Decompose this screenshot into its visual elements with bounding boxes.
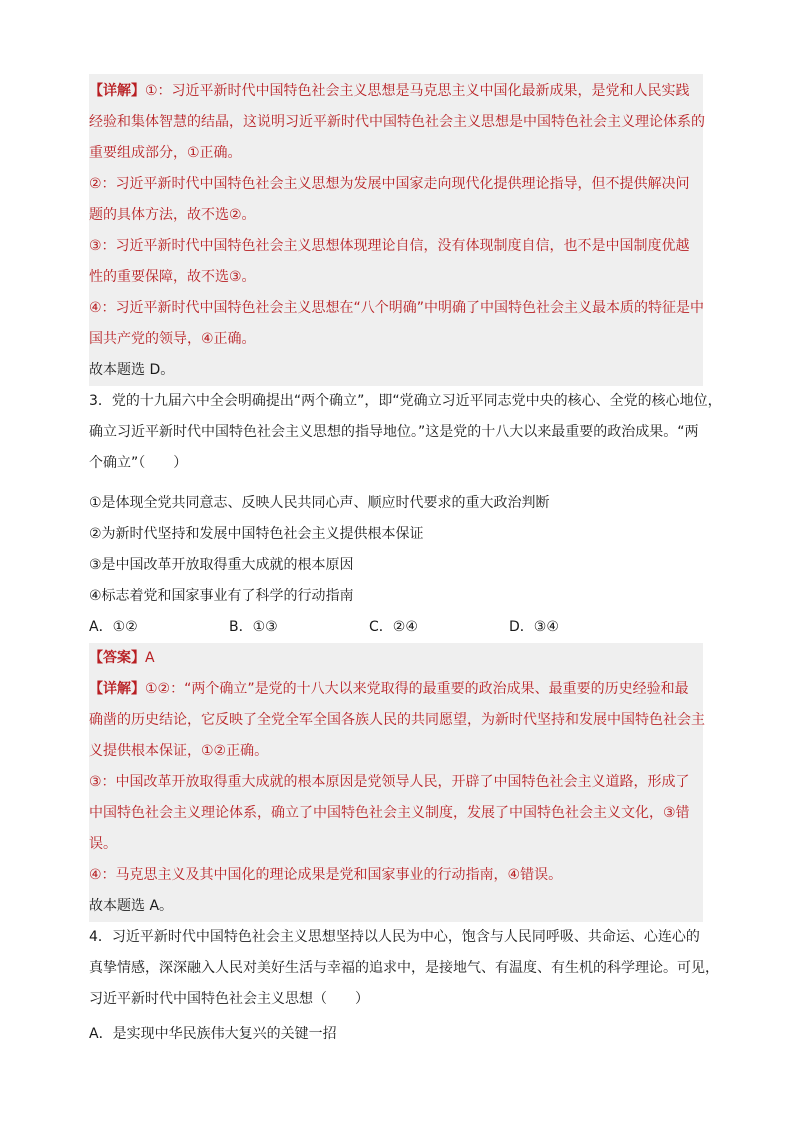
conclusion-line: 故本题选 A。 <box>89 898 174 914</box>
statement-item: ①是体现全党共同意志、反映人民共同心声、顺应时代要求的重大政治判断 <box>89 495 550 511</box>
explanation-line: 重要组成部分，①正确。 <box>89 145 242 161</box>
explanation-line: 经验和集体智慧的结晶，这说明习近平新时代中国特色社会主义思想是中国特色社会主义理论体系的 <box>89 114 705 130</box>
explanation-line: 中国特色社会主义理论体系，确立了中国特色社会主义制度，发展了中国特色社会主义文化，③错 <box>89 805 690 821</box>
option-c: C．②④ <box>369 619 418 635</box>
explanation-line: 【详解】①：习近平新时代中国特色社会主义思想是马克思主义中国化最新成果，是党和人民实践 <box>89 83 690 99</box>
explanation-line: 义提供根本保证，①②正确。 <box>89 743 269 759</box>
explanation-line: 题的具体方法，故不选②。 <box>89 207 256 223</box>
detail-tag: 【详解】 <box>89 681 145 697</box>
explanation-block-q2 <box>89 74 703 386</box>
answer-options <box>89 612 703 643</box>
answer-value: A <box>145 650 155 666</box>
detail-tag: 【详解】 <box>89 83 145 99</box>
option-d: D．③④ <box>509 619 559 635</box>
explanation-line: 性的重要保障，故不选③。 <box>89 269 256 285</box>
explanation-line: 误。 <box>89 836 117 852</box>
explanation-line: 【详解】①②：“两个确立”是党的十八大以来党取得的最重要的政治成果、最重要的历史经验和最 <box>89 681 689 697</box>
option-b: B．①③ <box>229 619 278 635</box>
conclusion-line: 故本题选 D。 <box>89 362 175 378</box>
explanation-block-q3 <box>89 643 703 922</box>
question-stem-line: 3．党的十九届六中全会明确提出“两个确立”，即“党确立习近平同志党中央的核心、全党的核心地位， <box>89 393 722 409</box>
question-stem-line: 习近平新时代中国特色社会主义思想（ ） <box>89 991 369 1007</box>
question-stem-line: 个确立”（ ） <box>89 455 188 471</box>
question-stem-line: 4．习近平新时代中国特色社会主义思想坚持以人民为中心，饱含与人民同呼吸、共命运、心连心的 <box>89 929 700 945</box>
question-4 <box>89 922 719 1050</box>
explanation-line: ③：中国改革开放取得重大成就的根本原因是党领导人民，开辟了中国特色社会主义道路，形成了 <box>89 774 690 790</box>
option-a: A．①② <box>89 619 138 635</box>
statement-item: ②为新时代坚持和发展中国特色社会主义提供根本保证 <box>89 526 424 542</box>
statement-item: ③是中国改革开放取得重大成就的根本原因 <box>89 557 354 573</box>
question-stem-line: 确立习近平新时代中国特色社会主义思想的指导地位。”这是党的十八大以来最重要的政治成果。“两 <box>89 424 699 440</box>
explanation-line: 国共产党的领导，④正确。 <box>89 331 256 347</box>
explanation-line: ③：习近平新时代中国特色社会主义思想体现理论自信，没有体现制度自信，也不是中国制度优越 <box>89 238 690 254</box>
explanation-line: ②：习近平新时代中国特色社会主义思想为发展中国家走向现代化提供理论指导，但不提供解决问 <box>89 176 690 192</box>
option-a: A．是实现中华民族伟大复兴的关键一招 <box>89 1026 337 1042</box>
statement-item: ④标志着党和国家事业有了科学的行动指南 <box>89 588 354 604</box>
explanation-line: 确凿的历史结论，它反映了全党全军全国各族人民的共同愿望，为新时代坚持和发展中国特色社会主 <box>89 712 705 728</box>
question-stem-line: 真挚情感，深深融入人民对美好生活与幸福的追求中，是接地气、有温度、有生机的科学理论。可见， <box>89 960 719 976</box>
answer-tag: 【答案】 <box>89 650 145 666</box>
document-page <box>89 74 722 1050</box>
explanation-line: ④：马克思主义及其中国化的理论成果是党和国家事业的行动指南，④错误。 <box>89 867 563 883</box>
explanation-line: ④：习近平新时代中国特色社会主义思想在“八个明确”中明确了中国特色社会主义最本质的特征是中 <box>89 300 705 316</box>
answer-line <box>89 643 703 674</box>
question-3 <box>89 386 722 643</box>
